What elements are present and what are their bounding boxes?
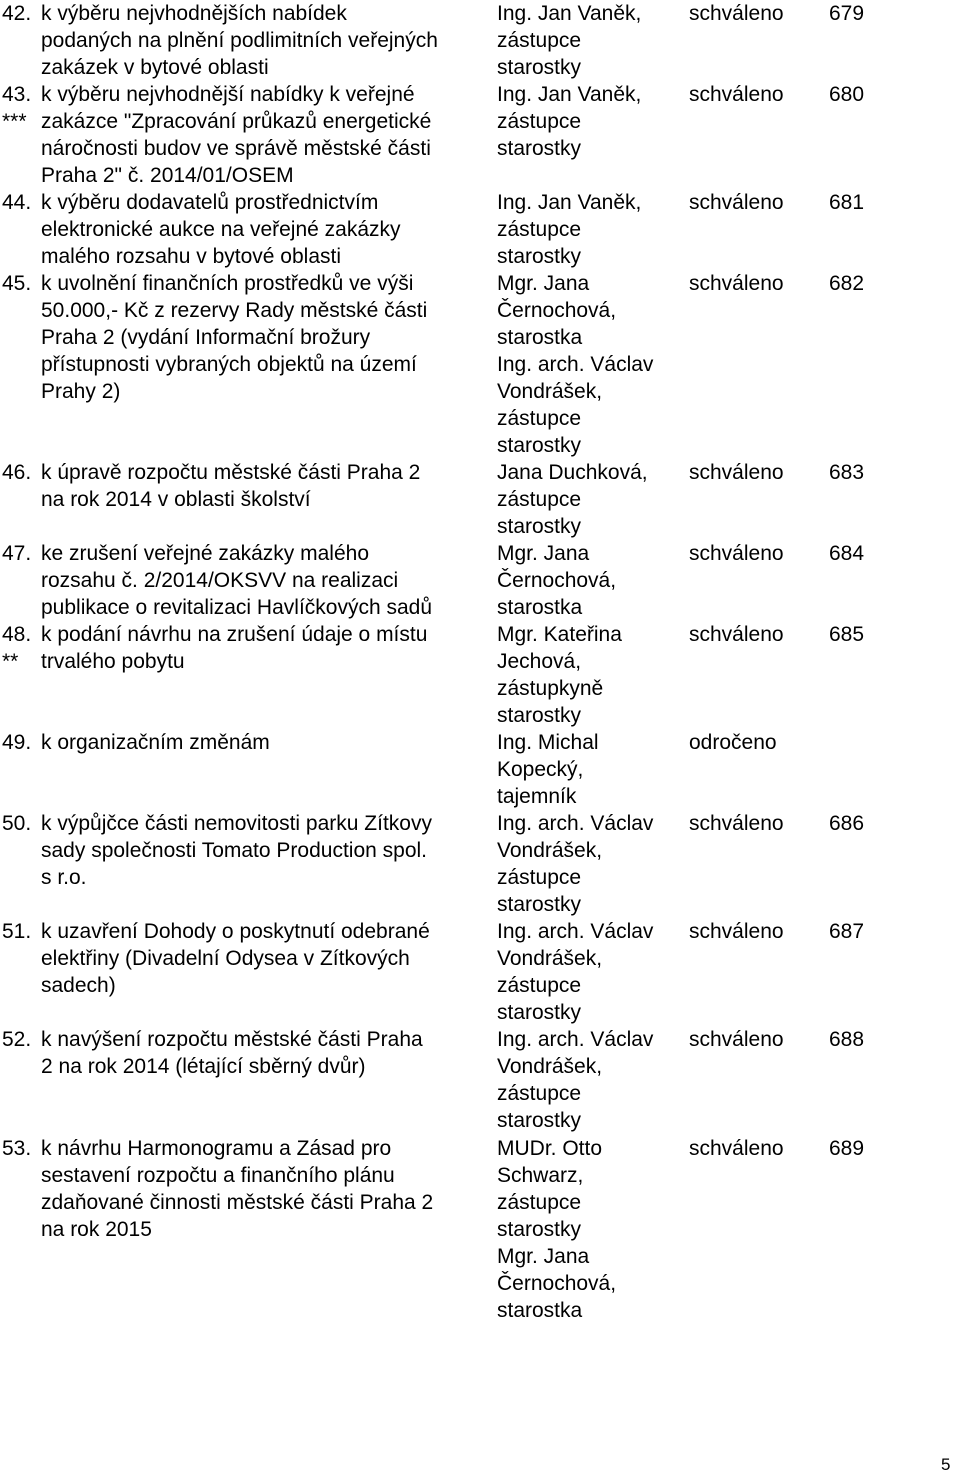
item-subject: k návrhu Harmonogramu a Zásad pro sestavení rozpočtu a finančního plánu zdaňované činnosti městské části Praha 2 na rok 2015 (41, 1137, 434, 1241)
item-subject: k výběru nejvhodnějších nabídek podaných na plnění podlimitních veřejných zakázek v bytové oblasti (41, 2, 438, 79)
item-result: schváleno (689, 1137, 784, 1160)
item-presenter: Ing. arch. Václav Vondrášek, zástupce starostky (497, 1028, 654, 1132)
item-subject: k uvolnění finančních prostředků ve výši 50.000,- Kč z rezervy Rady městské části Praha 2 (vydání Informační brožury přístupnosti vybraných objektů na území Prahy 2) (41, 272, 428, 403)
item-number: 43. *** (2, 83, 32, 133)
item-subject: k organizačním změnám (41, 731, 270, 754)
item-presenter: Ing. Jan Vaněk, zástupce starostky (497, 83, 642, 160)
item-number: 52. (2, 1028, 32, 1051)
item-presenter: Jana Duchková, zástupce starostky (497, 461, 648, 538)
resolution-number: 684 (829, 542, 865, 565)
resolution-number: 688 (829, 1028, 865, 1051)
item-result: schváleno (689, 542, 784, 565)
resolution-number: 687 (829, 920, 865, 943)
item-subject: k výpůjčce části nemovitosti parku Zítkovy sady společnosti Tomato Production spol. s r.o. (41, 812, 432, 889)
item-result: schváleno (689, 83, 784, 106)
item-result: schváleno (689, 920, 784, 943)
item-result: schváleno (689, 2, 784, 25)
item-number: 42. (2, 2, 32, 25)
item-number: 49. (2, 731, 32, 754)
item-subject: k výběru nejvhodnější nabídky k veřejné zakázce "Zpracování průkazů energetické náročnosti budov ve správě městské části Praha 2" č. 2014/01/OSEM (41, 83, 432, 187)
item-subject: k uzavření Dohody o poskytnutí odebrané elektřiny (Divadelní Odysea v Zítkových sadech) (41, 920, 430, 997)
item-result: schváleno (689, 272, 784, 295)
item-presenter: Ing. Jan Vaněk, zástupce starostky (497, 2, 642, 79)
item-number: 53. (2, 1137, 32, 1160)
item-presenter: MUDr. Otto Schwarz, zástupce starostky Mgr. Jana Černochová, starostka (497, 1137, 617, 1322)
resolution-number: 686 (829, 812, 865, 835)
item-subject: ke zrušení veřejné zakázky malého rozsahu č. 2/2014/OKSVV na realizaci publikace o revitalizaci Havlíčkových sadů (41, 542, 433, 619)
item-number: 47. (2, 542, 32, 565)
item-presenter: Mgr. Kateřina Jechová, zástupkyně starostky (497, 623, 622, 727)
item-result: odročeno (689, 731, 777, 754)
item-presenter: Mgr. Jana Černochová, starostka Ing. arch. Václav Vondrášek, zástupce starostky (497, 272, 654, 457)
item-subject: k úpravě rozpočtu městské části Praha 2 na rok 2014 v oblasti školství (41, 461, 421, 511)
item-result: schváleno (689, 191, 784, 214)
item-number: 51. (2, 920, 32, 943)
item-presenter: Ing. arch. Václav Vondrášek, zástupce starostky (497, 812, 654, 916)
item-presenter: Ing. arch. Václav Vondrášek, zástupce starostky (497, 920, 654, 1024)
item-number: 45. (2, 272, 32, 295)
item-result: schváleno (689, 1028, 784, 1051)
item-number: 50. (2, 812, 32, 835)
item-result: schváleno (689, 623, 784, 646)
resolution-number: 685 (829, 623, 865, 646)
resolution-number: 681 (829, 191, 865, 214)
item-presenter: Ing. Jan Vaněk, zástupce starostky (497, 191, 642, 268)
item-subject: k podání návrhu na zrušení údaje o místu trvalého pobytu (41, 623, 428, 673)
resolution-number: 689 (829, 1137, 865, 1160)
resolution-number: 679 (829, 2, 865, 25)
resolution-number: 683 (829, 461, 865, 484)
page-number: 5 (941, 1455, 951, 1474)
item-presenter: Ing. Michal Kopecký, tajemník (497, 731, 599, 808)
item-result: schváleno (689, 812, 784, 835)
item-presenter: Mgr. Jana Černochová, starostka (497, 542, 617, 619)
item-result: schváleno (689, 461, 784, 484)
item-number: 48. ** (2, 623, 32, 673)
item-subject: k výběru dodavatelů prostřednictvím elektronické aukce na veřejné zakázky malého rozsahu v bytové oblasti (41, 191, 401, 268)
item-number: 46. (2, 461, 32, 484)
resolution-number: 680 (829, 83, 865, 106)
item-number: 44. (2, 191, 32, 214)
resolution-number: 682 (829, 272, 865, 295)
item-subject: k navýšení rozpočtu městské části Praha 2 na rok 2014 (létající sběrný dvůr) (41, 1028, 423, 1078)
